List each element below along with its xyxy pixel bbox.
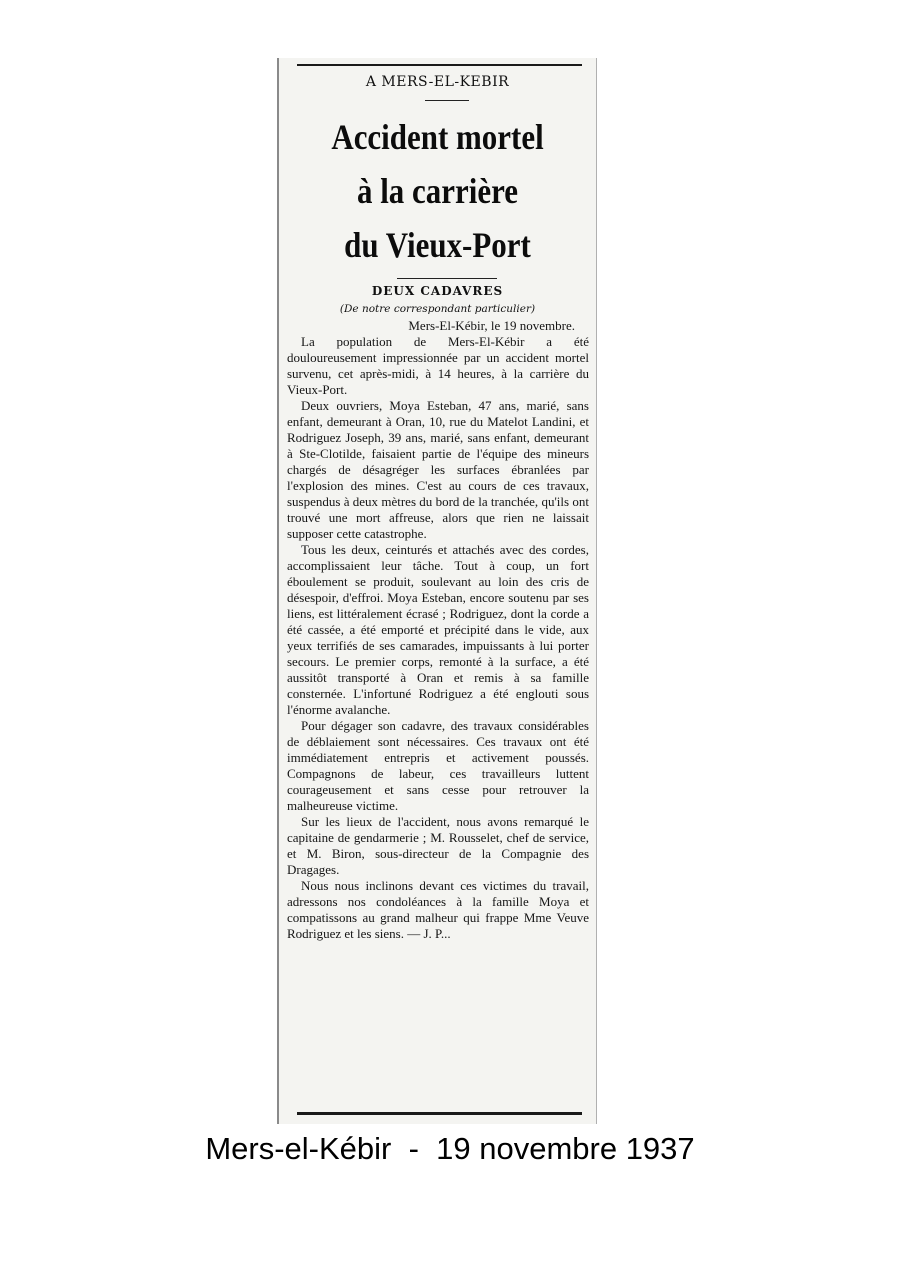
article-body: [287, 318, 589, 942]
article-paragraph: La population de Mers-El-Kébir a été douloureusement impressionnée par un accident mortel survenu, cet après-midi, à 14 heures, à la carrière du Vieux-Port.: [287, 334, 589, 397]
article-paragraph: Sur les lieux de l'accident, nous avons remarqué le capitaine de gendarmerie ; M. Rousselet, chef de service, et M. Biron, sous-directeur de la Compagnie des Dragages.: [287, 814, 589, 877]
kicker-rule: [425, 100, 469, 101]
top-rule: [297, 64, 582, 66]
article-dateline: Mers-El-Kébir, le 19 novembre.: [408, 318, 575, 333]
bottom-rule: [297, 1112, 582, 1115]
headline-line: à la carrière: [356, 171, 519, 211]
article-kicker: A MERS-EL-KEBIR: [365, 74, 510, 90]
headline-rule: [397, 278, 497, 279]
article-paragraph: Deux ouvriers, Moya Esteban, 47 ans, marié, sans enfant, demeurant à Oran, 10, rue du Matelot Landini, et Rodriguez Joseph, 39 ans, marié, sans enfant, demeurant à Ste-Clotilde, faisaient partie de l'équipe des mineurs chargés de désagréger les surfaces ébranlées par l'explosion des mines. C'est au cours de ces travaux, suspendus à deux mètres du bord de la tranchée, qu'ils ont trouvé une mort affreuse, alors que rien ne laissait supposer cette catastrophe.: [287, 398, 589, 541]
newspaper-clipping: [277, 58, 597, 1124]
article-headline: [301, 110, 574, 272]
article-paragraph: Nous nous inclinons devant ces victimes du travail, adressons nos condoléances à la famille Moya et compatissons au grand malheur qui frappe Mme Veuve Rodriguez et les siens. — J. P...: [287, 878, 589, 941]
article-paragraph: Tous les deux, ceinturés et attachés avec des cordes, accomplissaient leur tâche. Tout à coup, un fort éboulement se produit, soulevant au loin des cris de désespoir, d'effroi. Moya Esteban, encore soutenu par ses liens, est littéralement écrasé ; Rodriguez, dont la corde a été cassée, a été emporté et précipité dans le vide, aux yeux terrifiés de ses camarades, impuissants à lui porter secours. Le premier corps, remonté à la surface, a été aussitôt transporté à Oran et remis à sa famille consternée. L'infortuné Rodriguez a été englouti sous l'énorme avalanche.: [287, 542, 589, 717]
headline-line: du Vieux-Port: [344, 225, 531, 265]
article-paragraph: Pour dégager son cadavre, des travaux considérables de déblaiement sont nécessaires. Ces travaux ont été immédiatement entrepris et activement poussés. Compagnons de labeur, ces travailleurs luttent courageusement et sans cesse pour retrouver la malheureuse victime.: [287, 718, 589, 813]
document-caption: Mers-el-Kébir - 19 novembre 1937: [205, 1131, 695, 1166]
article-byline: (De notre correspondant particulier): [339, 303, 536, 315]
article-subhead: DEUX CADAVRES: [371, 284, 504, 298]
headline-line: Accident mortel: [331, 117, 544, 157]
